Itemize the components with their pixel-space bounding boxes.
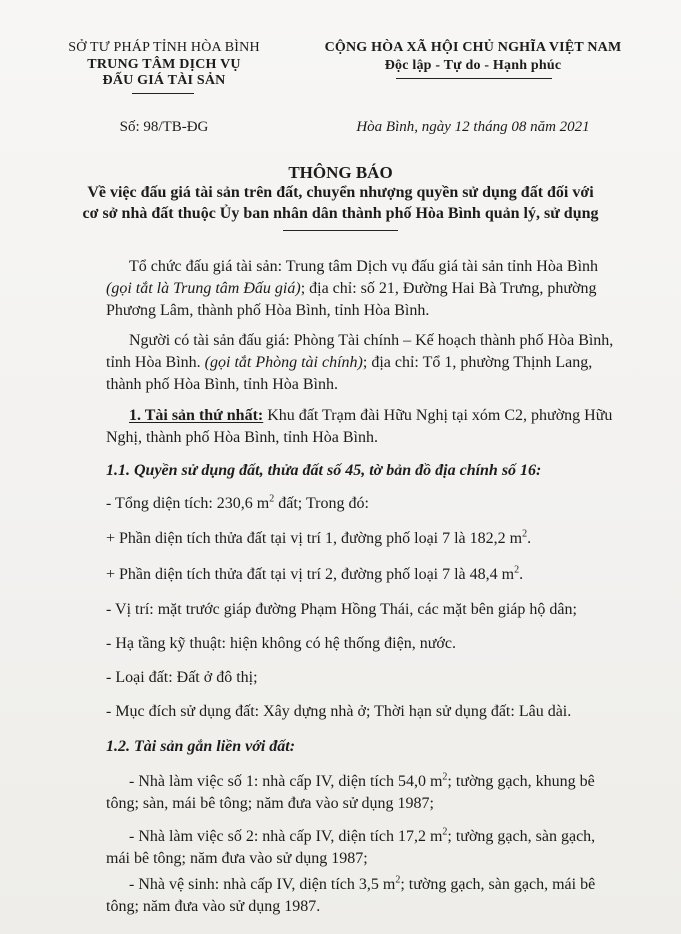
toilet-tail: ; tường gạch, sàn gạch, mái bê — [400, 876, 596, 893]
superscript-2: 2 — [269, 493, 275, 505]
organizer-alias: (gọi tắt là Trung tâm Đấu giá) — [106, 280, 301, 297]
building-2-text: - Nhà làm việc số 2: nhà cấp IV, diện tích 17,2 m — [129, 828, 443, 845]
infrastructure-line: - Hạ tầng kỹ thuật: hiện không có hệ thống điện, nước. — [106, 635, 456, 652]
superscript-2: 2 — [442, 771, 448, 783]
section-1-1-heading: 1.1. Quyền sử dụng đất, thửa đất số 45, tờ bản đồ địa chính số 16: — [106, 462, 542, 479]
national-motto: Độc lập - Tự do - Hạnh phúc — [384, 58, 562, 73]
location-line: - Vị trí: mặt trước giáp đường Phạm Hồng Thái, các mặt bên giáp hộ dân; — [106, 601, 577, 618]
building-1-line-2: tông; sàn, mái bê tông; năm đưa vào sử dụng 1987; — [106, 795, 434, 812]
organizer-line-3: Phương Lâm, thành phố Hòa Bình, tỉnh Hòa Bình. — [106, 302, 430, 319]
subject-line-2: cơ sở nhà đất thuộc Ủy ban nhân dân thành phố Hòa Bình quản lý, sử dụng — [82, 205, 599, 222]
area-part-2-line — [106, 566, 523, 584]
owner-address: ; địa chỉ: Tổ 1, phường Thịnh Lang, — [362, 354, 593, 371]
asset1-line-1 — [106, 405, 616, 427]
owner-alias: (gọi tắt Phòng tài chính) — [204, 354, 363, 371]
asset1-paragraph — [106, 405, 616, 449]
organizer-paragraph — [106, 256, 616, 322]
building-2-paragraph — [106, 826, 616, 870]
superscript-2: 2 — [522, 528, 528, 540]
asset1-description: Khu đất Trạm đài Hữu Nghị tại xóm C2, phường Hữu — [263, 407, 613, 424]
toilet-paragraph — [106, 874, 616, 918]
building-2-tail: ; tường gạch, sàn gạch, — [447, 828, 596, 845]
superscript-2: 2 — [442, 826, 448, 838]
center-name-line1: TRUNG TÂM DỊCH VỤ — [87, 57, 241, 72]
area-part-2-text: + Phần diện tích thửa đất tại vị trí 2, đường phố loại 7 là 48,4 m — [106, 566, 515, 583]
building-1-line-1 — [106, 771, 616, 793]
land-purpose-line: - Mục đích sử dụng đất: Xây dựng nhà ở; Thời hạn sử dụng đất: Lâu dài. — [106, 703, 572, 720]
right-header-rule — [396, 78, 552, 79]
land-type-line: - Loại đất: Đất ở đô thị; — [106, 669, 258, 686]
area-part-1-line — [106, 530, 531, 548]
superscript-2: 2 — [514, 564, 520, 576]
total-area-text: - Tổng diện tích: 230,6 m — [106, 495, 270, 512]
owner-paragraph — [106, 330, 616, 396]
owner-line-3: thành phố Hòa Bình, tỉnh Hòa Bình. — [106, 376, 338, 393]
organizer-address: ; địa chỉ: số 21, Đường Hai Bà Trưng, phường — [300, 280, 597, 297]
asset1-line-2: Nghị, thành phố Hòa Bình, tỉnh Hòa Bình. — [106, 429, 378, 446]
owner-line-2 — [106, 352, 616, 374]
place-and-date: Hòa Bình, ngày 12 tháng 08 năm 2021 — [356, 119, 590, 135]
subject-line-1: Về việc đấu giá tài sản trên đất, chuyển nhượng quyền sử dụng đất đối với — [87, 184, 594, 201]
building-2-line-2: mái bê tông; năm đưa vào sử dụng 1987; — [106, 850, 368, 867]
area-part-1-tail: . — [527, 530, 532, 547]
organizer-line-2 — [106, 278, 616, 300]
ministry-name: SỞ TƯ PHÁP TỈNH HÒA BÌNH — [68, 40, 260, 55]
toilet-line-1 — [106, 874, 616, 896]
organizer-line-1: Tổ chức đấu giá tài sản: Trung tâm Dịch vụ đấu giá tài sản tỉnh Hòa Bình — [129, 258, 599, 275]
building-1-tail: ; tường gạch, khung bê — [447, 773, 595, 790]
area-part-2-tail: . — [519, 566, 524, 583]
toilet-line-2: tông; năm đưa vào sử dụng 1987. — [106, 898, 321, 915]
toilet-text: - Nhà vệ sinh: nhà cấp IV, diện tích 3,5 m — [129, 876, 396, 893]
section-1-2-heading: 1.2. Tài sản gắn liền với đất: — [106, 738, 296, 755]
document-title: THÔNG BÁO — [288, 163, 393, 182]
asset1-label: 1. Tài sản thứ nhất: — [129, 407, 264, 424]
owner-province: tỉnh Hòa Bình. — [106, 354, 205, 371]
building-1-text: - Nhà làm việc số 1: nhà cấp IV, diện tích 54,0 m — [129, 773, 443, 790]
center-name-line2: ĐẤU GIÁ TÀI SẢN — [102, 73, 226, 88]
document-number: Số: 98/TB-ĐG — [119, 119, 209, 135]
building-2-line-1 — [106, 826, 616, 848]
building-1-paragraph — [106, 771, 616, 815]
republic-name: CỘNG HÒA XÃ HỘI CHỦ NGHĨA VIỆT NAM — [324, 40, 622, 55]
title-rule — [283, 230, 398, 231]
total-area-line — [106, 495, 369, 513]
area-part-1-text: + Phần diện tích thửa đất tại vị trí 1, đường phố loại 7 là 182,2 m — [106, 530, 523, 547]
left-header-rule — [132, 93, 194, 94]
superscript-2: 2 — [395, 874, 401, 886]
owner-line-1: Người có tài sản đấu giá: Phòng Tài chính – Kế hoạch thành phố Hòa Bình, — [129, 332, 614, 349]
total-area-tail: đất; Trong đó: — [274, 495, 369, 512]
